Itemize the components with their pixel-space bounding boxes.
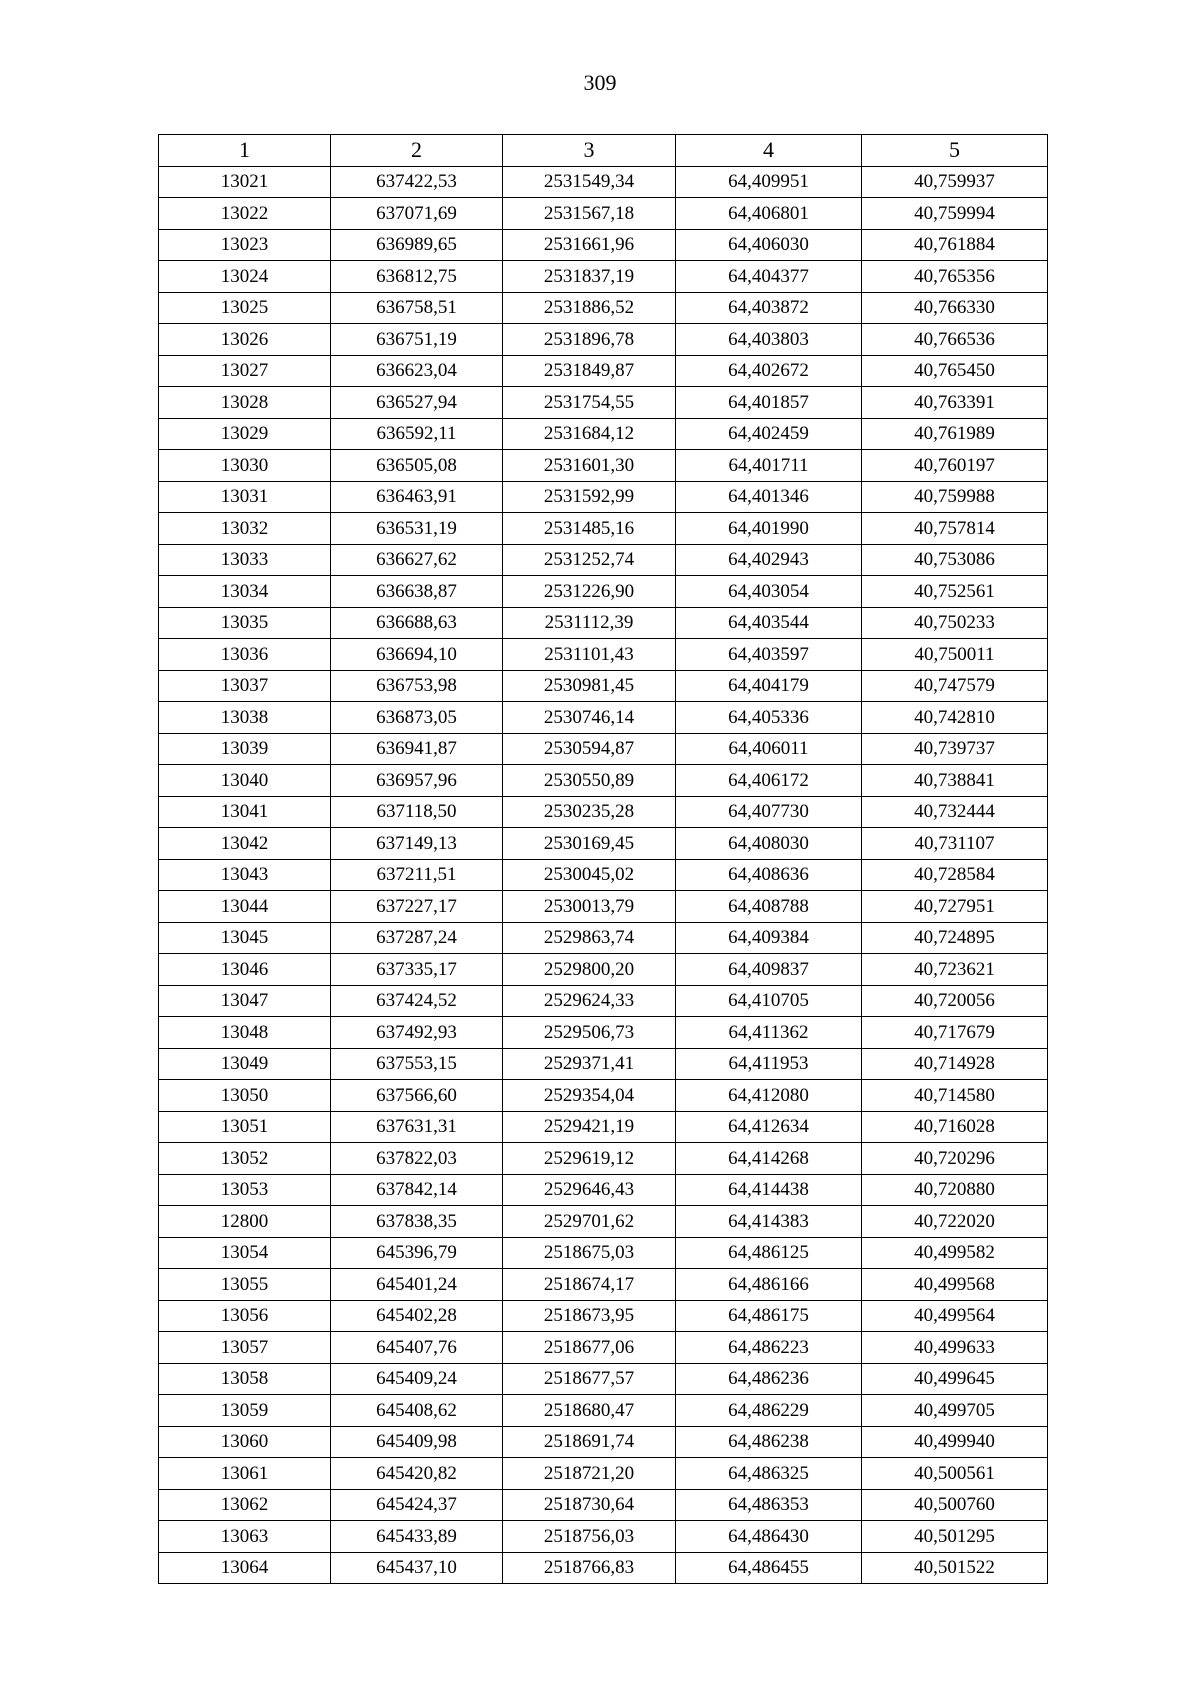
table-cell: 2530550,89 [503, 765, 676, 797]
table-cell: 637553,15 [331, 1048, 503, 1080]
coordinates-table [158, 134, 1048, 1584]
table-cell: 2518730,64 [503, 1489, 676, 1521]
table-cell: 64,409837 [676, 954, 862, 986]
table-cell: 40,727951 [862, 891, 1048, 923]
table-cell: 13042 [159, 828, 331, 860]
table-cell: 13024 [159, 261, 331, 293]
table-cell: 637211,51 [331, 859, 503, 891]
table-cell: 13044 [159, 891, 331, 923]
table-cell: 645408,62 [331, 1395, 503, 1427]
table-cell: 40,499633 [862, 1332, 1048, 1364]
table-cell: 64,486125 [676, 1237, 862, 1269]
table-row [159, 1363, 1048, 1395]
table-cell: 13025 [159, 292, 331, 324]
table-cell: 40,499940 [862, 1426, 1048, 1458]
table-cell: 64,403054 [676, 576, 862, 608]
table-cell: 13047 [159, 985, 331, 1017]
table-cell: 64,407730 [676, 796, 862, 828]
table-cell: 637822,03 [331, 1143, 503, 1175]
table-cell: 645407,76 [331, 1332, 503, 1364]
table-cell: 40,500561 [862, 1458, 1048, 1490]
table-cell: 40,714580 [862, 1080, 1048, 1112]
table-cell: 13055 [159, 1269, 331, 1301]
table-cell: 40,757814 [862, 513, 1048, 545]
table-cell: 637149,13 [331, 828, 503, 860]
table-cell: 64,406172 [676, 765, 862, 797]
table-cell: 64,408788 [676, 891, 862, 923]
table-cell: 2518691,74 [503, 1426, 676, 1458]
table-cell: 64,408636 [676, 859, 862, 891]
table-row [159, 324, 1048, 356]
table-row [159, 1206, 1048, 1238]
table-cell: 645401,24 [331, 1269, 503, 1301]
table-cell: 40,759937 [862, 166, 1048, 198]
table-cell: 64,410705 [676, 985, 862, 1017]
table-cell: 40,722020 [862, 1206, 1048, 1238]
table-cell: 636627,62 [331, 544, 503, 576]
table-cell: 64,414438 [676, 1174, 862, 1206]
table-cell: 645420,82 [331, 1458, 503, 1490]
table-cell: 636989,65 [331, 229, 503, 261]
table-cell: 13030 [159, 450, 331, 482]
table-cell: 40,738841 [862, 765, 1048, 797]
table-row [159, 1332, 1048, 1364]
table-cell: 40,761989 [862, 418, 1048, 450]
table-cell: 40,753086 [862, 544, 1048, 576]
table-cell: 13048 [159, 1017, 331, 1049]
table-row [159, 922, 1048, 954]
table-cell: 637842,14 [331, 1174, 503, 1206]
table-cell: 636531,19 [331, 513, 503, 545]
table-cell: 2518680,47 [503, 1395, 676, 1427]
table-cell: 13033 [159, 544, 331, 576]
table-cell: 40,731107 [862, 828, 1048, 860]
table-cell: 2531485,16 [503, 513, 676, 545]
table-cell: 2529624,33 [503, 985, 676, 1017]
table-cell: 2529800,20 [503, 954, 676, 986]
table-cell: 2529421,19 [503, 1111, 676, 1143]
table-cell: 13028 [159, 387, 331, 419]
table-cell: 13037 [159, 670, 331, 702]
table-cell: 64,486166 [676, 1269, 862, 1301]
table-cell: 13057 [159, 1332, 331, 1364]
table-cell: 645433,89 [331, 1521, 503, 1553]
table-cell: 13022 [159, 198, 331, 230]
table-cell: 40,765356 [862, 261, 1048, 293]
table-row [159, 1426, 1048, 1458]
table-cell: 40,723621 [862, 954, 1048, 986]
table-cell: 636623,04 [331, 355, 503, 387]
table-cell: 2529646,43 [503, 1174, 676, 1206]
table-cell: 2518677,57 [503, 1363, 676, 1395]
table-cell: 64,402943 [676, 544, 862, 576]
table-cell: 40,763391 [862, 387, 1048, 419]
table-row [159, 1017, 1048, 1049]
table-cell: 2529701,62 [503, 1206, 676, 1238]
table-cell: 64,406011 [676, 733, 862, 765]
table-cell: 2531226,90 [503, 576, 676, 608]
table-cell: 40,500760 [862, 1489, 1048, 1521]
table-row [159, 1237, 1048, 1269]
table-row [159, 1300, 1048, 1332]
table-row [159, 544, 1048, 576]
table-cell: 2531592,99 [503, 481, 676, 513]
table-cell: 40,766330 [862, 292, 1048, 324]
table-cell: 2518675,03 [503, 1237, 676, 1269]
table-cell: 2531684,12 [503, 418, 676, 450]
table-cell: 636751,19 [331, 324, 503, 356]
table-cell: 40,742810 [862, 702, 1048, 734]
table-cell: 64,404377 [676, 261, 862, 293]
table-cell: 637287,24 [331, 922, 503, 954]
table-cell: 2531849,87 [503, 355, 676, 387]
table-row [159, 1143, 1048, 1175]
table-cell: 637118,50 [331, 796, 503, 828]
table-cell: 637424,52 [331, 985, 503, 1017]
table-cell: 13058 [159, 1363, 331, 1395]
table-cell: 13040 [159, 765, 331, 797]
table-cell: 636527,94 [331, 387, 503, 419]
table-cell: 40,720880 [862, 1174, 1048, 1206]
table-cell: 2531661,96 [503, 229, 676, 261]
table-cell: 64,401990 [676, 513, 862, 545]
table-cell: 64,409384 [676, 922, 862, 954]
table-cell: 13041 [159, 796, 331, 828]
table-cell: 13031 [159, 481, 331, 513]
table-row [159, 1521, 1048, 1553]
table-cell: 637071,69 [331, 198, 503, 230]
table-cell: 636758,51 [331, 292, 503, 324]
table-row [159, 607, 1048, 639]
table-row [159, 733, 1048, 765]
table-cell: 64,411362 [676, 1017, 862, 1049]
table-cell: 40,501295 [862, 1521, 1048, 1553]
column-header: 2 [331, 135, 503, 167]
table-row [159, 1552, 1048, 1584]
table-row [159, 765, 1048, 797]
table-cell: 13038 [159, 702, 331, 734]
table-cell: 2529371,41 [503, 1048, 676, 1080]
table-cell: 2530013,79 [503, 891, 676, 923]
table-row [159, 828, 1048, 860]
table-cell: 64,414268 [676, 1143, 862, 1175]
table-cell: 645437,10 [331, 1552, 503, 1584]
table-row [159, 229, 1048, 261]
table-cell: 40,499564 [862, 1300, 1048, 1332]
table-cell: 13062 [159, 1489, 331, 1521]
table-cell: 645409,98 [331, 1426, 503, 1458]
table-row [159, 1174, 1048, 1206]
table-cell: 2518721,20 [503, 1458, 676, 1490]
table-cell: 637838,35 [331, 1206, 503, 1238]
table-cell: 13064 [159, 1552, 331, 1584]
table-cell: 2531601,30 [503, 450, 676, 482]
table-cell: 636694,10 [331, 639, 503, 671]
table-cell: 645424,37 [331, 1489, 503, 1521]
table-cell: 13054 [159, 1237, 331, 1269]
table-cell: 13056 [159, 1300, 331, 1332]
table-cell: 40,732444 [862, 796, 1048, 828]
table-cell: 2518674,17 [503, 1269, 676, 1301]
table-cell: 64,403803 [676, 324, 862, 356]
table-cell: 64,408030 [676, 828, 862, 860]
column-header: 4 [676, 135, 862, 167]
table-cell: 64,486238 [676, 1426, 862, 1458]
column-header: 5 [862, 135, 1048, 167]
table-cell: 64,405336 [676, 702, 862, 734]
table-cell: 2518766,83 [503, 1552, 676, 1584]
table-cell: 637492,93 [331, 1017, 503, 1049]
table-cell: 2531754,55 [503, 387, 676, 419]
table-cell: 13029 [159, 418, 331, 450]
table-cell: 64,414383 [676, 1206, 862, 1238]
table-cell: 40,760197 [862, 450, 1048, 482]
table-cell: 40,739737 [862, 733, 1048, 765]
table-row [159, 450, 1048, 482]
table-cell: 2531549,34 [503, 166, 676, 198]
table-cell: 13043 [159, 859, 331, 891]
table-cell: 2529619,12 [503, 1143, 676, 1175]
table-cell: 64,486229 [676, 1395, 862, 1427]
table-cell: 2531567,18 [503, 198, 676, 230]
table-cell: 2531837,19 [503, 261, 676, 293]
table-row [159, 796, 1048, 828]
table-cell: 2518673,95 [503, 1300, 676, 1332]
table-cell: 64,486353 [676, 1489, 862, 1521]
table-cell: 2530981,45 [503, 670, 676, 702]
table-cell: 636463,91 [331, 481, 503, 513]
table-cell: 636753,98 [331, 670, 503, 702]
table-cell: 64,486455 [676, 1552, 862, 1584]
table-row [159, 576, 1048, 608]
table-cell: 2530169,45 [503, 828, 676, 860]
table-row [159, 702, 1048, 734]
column-header: 1 [159, 135, 331, 167]
table-cell: 40,720296 [862, 1143, 1048, 1175]
table-cell: 13034 [159, 576, 331, 608]
table-cell: 636941,87 [331, 733, 503, 765]
table-cell: 637335,17 [331, 954, 503, 986]
table-cell: 2530594,87 [503, 733, 676, 765]
table-cell: 64,401857 [676, 387, 862, 419]
table-cell: 40,499705 [862, 1395, 1048, 1427]
table-cell: 13046 [159, 954, 331, 986]
table-cell: 40,761884 [862, 229, 1048, 261]
table-cell: 636638,87 [331, 576, 503, 608]
table-cell: 645402,28 [331, 1300, 503, 1332]
table-row [159, 1458, 1048, 1490]
table-cell: 2531886,52 [503, 292, 676, 324]
table-cell: 2531896,78 [503, 324, 676, 356]
table-cell: 40,759994 [862, 198, 1048, 230]
table-cell: 64,486223 [676, 1332, 862, 1364]
table-cell: 40,728584 [862, 859, 1048, 891]
table-row [159, 639, 1048, 671]
table-row [159, 387, 1048, 419]
page-number: 309 [583, 70, 617, 95]
table-row [159, 1489, 1048, 1521]
table-cell: 13021 [159, 166, 331, 198]
table-cell: 40,717679 [862, 1017, 1048, 1049]
table-cell: 40,716028 [862, 1111, 1048, 1143]
table-cell: 637227,17 [331, 891, 503, 923]
table-cell: 40,747579 [862, 670, 1048, 702]
table-cell: 2529863,74 [503, 922, 676, 954]
table-cell: 64,409951 [676, 166, 862, 198]
table-cell: 40,759988 [862, 481, 1048, 513]
table-cell: 40,750011 [862, 639, 1048, 671]
table-cell: 637422,53 [331, 166, 503, 198]
table-cell: 64,404179 [676, 670, 862, 702]
table-cell: 13045 [159, 922, 331, 954]
table-row [159, 198, 1048, 230]
table-body [159, 166, 1048, 1584]
table-cell: 13050 [159, 1080, 331, 1112]
table-cell: 64,402672 [676, 355, 862, 387]
table-cell: 12800 [159, 1206, 331, 1238]
table-cell: 13049 [159, 1048, 331, 1080]
table-cell: 2530045,02 [503, 859, 676, 891]
table-cell: 64,412634 [676, 1111, 862, 1143]
table-cell: 40,724895 [862, 922, 1048, 954]
table-cell: 64,401346 [676, 481, 862, 513]
table-cell: 13036 [159, 639, 331, 671]
table-cell: 40,714928 [862, 1048, 1048, 1080]
table-cell: 636957,96 [331, 765, 503, 797]
table-cell: 64,403597 [676, 639, 862, 671]
table-cell: 636873,05 [331, 702, 503, 734]
table-cell: 13052 [159, 1143, 331, 1175]
table-row [159, 1111, 1048, 1143]
table-cell: 64,486325 [676, 1458, 862, 1490]
table-cell: 64,486236 [676, 1363, 862, 1395]
table-row [159, 1080, 1048, 1112]
table-row [159, 292, 1048, 324]
table-row [159, 166, 1048, 198]
table-row [159, 261, 1048, 293]
table-cell: 13061 [159, 1458, 331, 1490]
column-header: 3 [503, 135, 676, 167]
table-cell: 64,403544 [676, 607, 862, 639]
table-cell: 64,401711 [676, 450, 862, 482]
table-row [159, 1269, 1048, 1301]
table-row [159, 513, 1048, 545]
table-cell: 645409,24 [331, 1363, 503, 1395]
table-cell: 40,766536 [862, 324, 1048, 356]
table-cell: 13053 [159, 1174, 331, 1206]
table-cell: 64,406801 [676, 198, 862, 230]
table-cell: 636592,11 [331, 418, 503, 450]
table-cell: 40,499582 [862, 1237, 1048, 1269]
table-cell: 13023 [159, 229, 331, 261]
table-cell: 40,765450 [862, 355, 1048, 387]
table-cell: 637566,60 [331, 1080, 503, 1112]
table-cell: 13027 [159, 355, 331, 387]
table-cell: 13026 [159, 324, 331, 356]
table-cell: 13059 [159, 1395, 331, 1427]
table-cell: 13063 [159, 1521, 331, 1553]
table-cell: 13051 [159, 1111, 331, 1143]
table-row [159, 355, 1048, 387]
table-cell: 2531101,43 [503, 639, 676, 671]
table-cell: 40,752561 [862, 576, 1048, 608]
table-cell: 40,499568 [862, 1269, 1048, 1301]
table-cell: 64,406030 [676, 229, 862, 261]
table-cell: 637631,31 [331, 1111, 503, 1143]
table-cell: 40,720056 [862, 985, 1048, 1017]
table-row [159, 1395, 1048, 1427]
table-cell: 40,499645 [862, 1363, 1048, 1395]
table-cell: 2518677,06 [503, 1332, 676, 1364]
table-cell: 64,402459 [676, 418, 862, 450]
table-cell: 13035 [159, 607, 331, 639]
table-cell: 64,486175 [676, 1300, 862, 1332]
table-row [159, 481, 1048, 513]
table-cell: 2529354,04 [503, 1080, 676, 1112]
table-cell: 2530746,14 [503, 702, 676, 734]
table-cell: 2531112,39 [503, 607, 676, 639]
table-row [159, 418, 1048, 450]
table-cell: 64,403872 [676, 292, 862, 324]
table-row [159, 1048, 1048, 1080]
table-cell: 13032 [159, 513, 331, 545]
table-cell: 40,501522 [862, 1552, 1048, 1584]
table-cell: 2518756,03 [503, 1521, 676, 1553]
table-cell: 2530235,28 [503, 796, 676, 828]
table-row [159, 985, 1048, 1017]
table-cell: 13060 [159, 1426, 331, 1458]
table-cell: 64,486430 [676, 1521, 862, 1553]
table-row [159, 859, 1048, 891]
table-cell: 636812,75 [331, 261, 503, 293]
table-row [159, 954, 1048, 986]
table-cell: 2529506,73 [503, 1017, 676, 1049]
table-cell: 2531252,74 [503, 544, 676, 576]
table-row [159, 670, 1048, 702]
table-cell: 13039 [159, 733, 331, 765]
table-cell: 645396,79 [331, 1237, 503, 1269]
table-cell: 636688,63 [331, 607, 503, 639]
table-header-row [159, 135, 1048, 167]
table-row [159, 891, 1048, 923]
table-cell: 636505,08 [331, 450, 503, 482]
table-cell: 40,750233 [862, 607, 1048, 639]
table-cell: 64,411953 [676, 1048, 862, 1080]
table-cell: 64,412080 [676, 1080, 862, 1112]
